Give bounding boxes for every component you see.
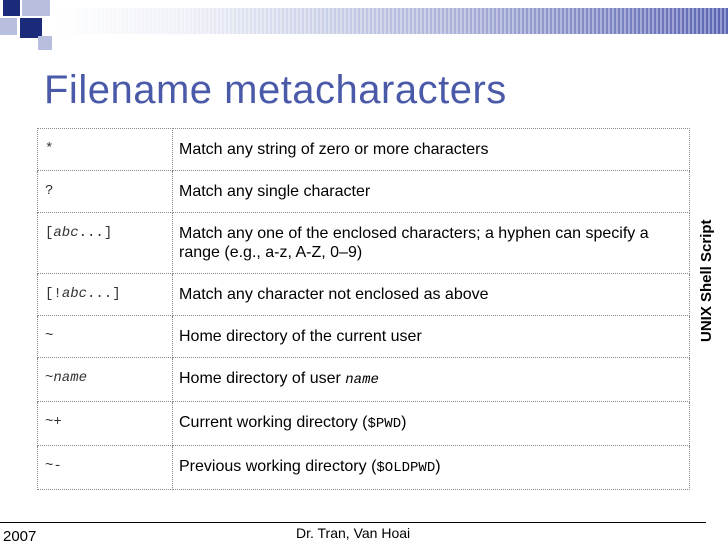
- symbol-suffix: ...]: [87, 286, 121, 302]
- table-row: [38, 213, 690, 274]
- description-suffix: ): [435, 458, 441, 475]
- table-row: [38, 316, 690, 358]
- description-text: Match any string of zero or more characters: [179, 141, 489, 158]
- header-gradient-bar: [52, 8, 728, 34]
- symbol-cell: [38, 316, 173, 358]
- description-code: $PWD: [367, 416, 402, 432]
- description-text: Match any character not enclosed as above: [179, 286, 489, 303]
- decor-square: [38, 36, 52, 50]
- symbol-cell: [38, 446, 173, 490]
- slide-title: Filename metacharacters: [44, 68, 507, 112]
- symbol-cell: [38, 402, 173, 446]
- footer-divider: [0, 522, 706, 523]
- description-text: Home directory of the current user: [179, 328, 422, 345]
- symbol-cell: [38, 171, 173, 213]
- description-cell: [173, 274, 690, 316]
- decor-square: [0, 18, 17, 35]
- symbol-cell: [38, 274, 173, 316]
- decor-square: [3, 0, 20, 16]
- metacharacter-table: [37, 128, 690, 490]
- symbol-cell: [38, 358, 173, 402]
- description-text: Current working directory (: [179, 414, 368, 431]
- table-row: [38, 446, 690, 490]
- description-cell: [173, 358, 690, 402]
- table-row: [38, 358, 690, 402]
- symbol-cell: [38, 213, 173, 274]
- decor-square: [20, 18, 42, 38]
- symbol-italic: abc: [53, 225, 79, 241]
- symbol-italic: name: [53, 370, 88, 386]
- description-text: Previous working directory (: [179, 458, 377, 475]
- description-text: Match any single character: [179, 183, 371, 200]
- description-code: name: [345, 372, 379, 388]
- symbol-prefix: [!: [45, 286, 62, 302]
- description-cell: [173, 129, 690, 171]
- symbol-prefix: ~: [45, 370, 54, 386]
- footer-author: Dr. Tran, Van Hoai: [296, 525, 411, 541]
- table-row: [38, 171, 690, 213]
- description-cell: [173, 316, 690, 358]
- description-cell: [173, 171, 690, 213]
- description-cell: [173, 446, 690, 490]
- description-text: Match any one of the enclosed characters; a hyphen can specify a range (e.g., a-z, A-Z, 0–9): [179, 225, 649, 261]
- description-cell: [173, 402, 690, 446]
- symbol-prefix: [: [45, 225, 54, 241]
- description-cell: [173, 213, 690, 274]
- decor-square: [22, 0, 50, 16]
- symbol-text: *: [45, 141, 54, 157]
- symbol-text: ~+: [45, 414, 62, 430]
- table-row: [38, 129, 690, 171]
- symbol-cell: [38, 129, 173, 171]
- description-suffix: ): [401, 414, 407, 431]
- table-row: [38, 274, 690, 316]
- symbol-text: ?: [45, 183, 54, 199]
- description-text: Home directory of user: [179, 370, 346, 387]
- table-row: [38, 402, 690, 446]
- footer-year: 2007: [3, 528, 37, 545]
- side-label: UNIX Shell Script: [698, 219, 715, 342]
- symbol-italic: abc: [61, 286, 88, 302]
- symbol-text: ~-: [45, 458, 62, 474]
- symbol-suffix: ...]: [78, 225, 113, 241]
- description-code: $OLDPWD: [376, 460, 436, 476]
- symbol-text: ~: [45, 328, 54, 344]
